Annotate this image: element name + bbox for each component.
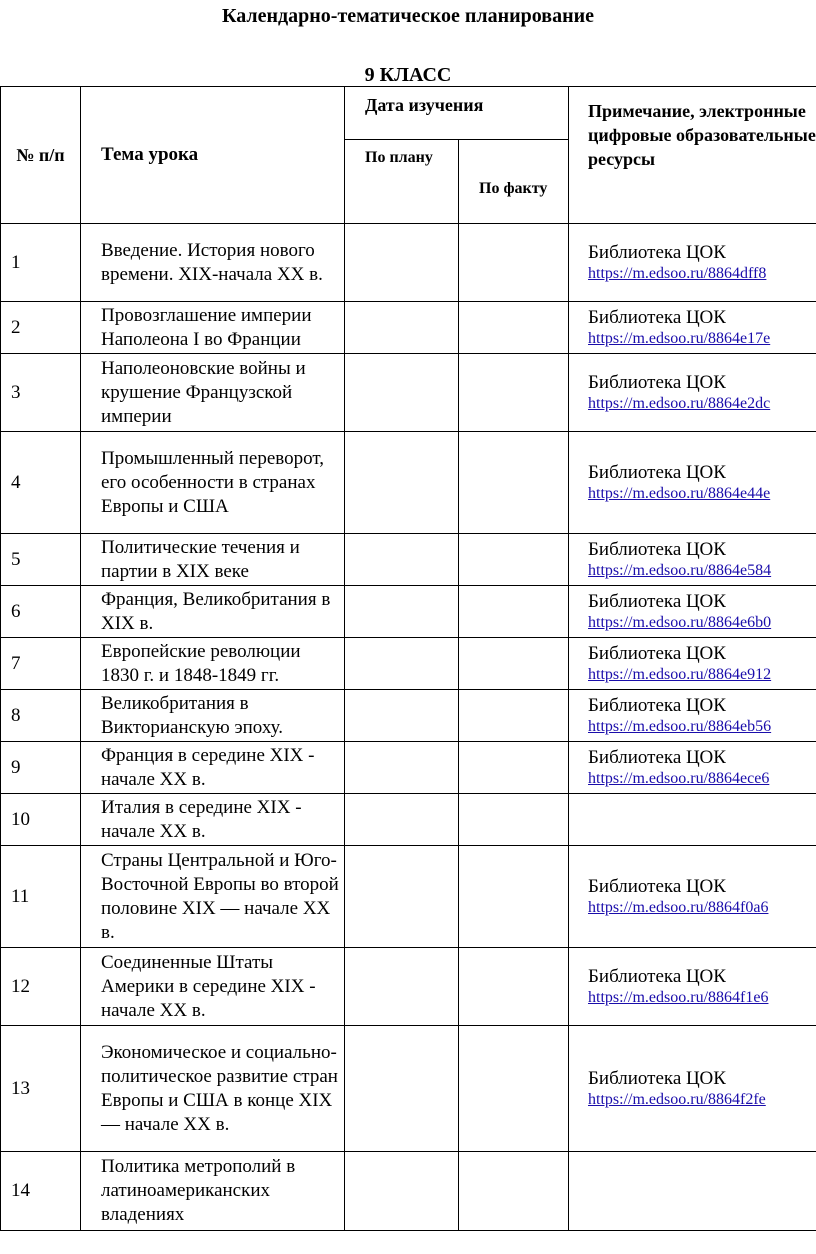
row-number: 14 [1,1152,81,1231]
table-row [1,354,816,432]
lesson-topic: Италия в середине XIX - начале XX в. [81,794,345,846]
resource-cell [569,846,816,948]
table-row [1,586,816,638]
library-label: Библиотека ЦОК [588,876,726,897]
header-date: Дата изучения [345,87,569,140]
fact-date-cell[interactable] [459,794,569,846]
resource-link[interactable]: https://m.edsoo.ru/8864e6b0 [588,614,772,631]
row-number: 4 [1,432,81,534]
resource-link[interactable]: https://m.edsoo.ru/8864dff8 [588,265,767,282]
row-number: 3 [1,354,81,432]
fact-date-cell[interactable] [459,432,569,534]
plan-date-cell[interactable] [345,354,459,432]
lesson-topic: Политические течения и партии в XIX веке [81,534,345,586]
header-fact: По факту [459,140,569,224]
resource-link[interactable]: https://m.edsoo.ru/8864f1e6 [588,989,769,1006]
fact-date-cell[interactable] [459,846,569,948]
library-label: Библиотека ЦОК [588,591,726,612]
resource-cell [569,224,816,302]
library-label: Библиотека ЦОК [588,643,726,664]
table-row [1,432,816,534]
library-label: Библиотека ЦОК [588,1068,726,1089]
resource-cell [569,794,816,846]
plan-date-cell[interactable] [345,690,459,742]
table-row [1,534,816,586]
lesson-topic: Великобритания в Викторианскую эпоху. [81,690,345,742]
lesson-plan-table [0,86,816,1231]
row-number: 8 [1,690,81,742]
lesson-topic: Европейские революции 1830 г. и 1848-1849 гг. [81,638,345,690]
lesson-topic: Соединенные Штаты Америки в середине XIX - начале XX в. [81,948,345,1026]
row-number: 7 [1,638,81,690]
library-label: Библиотека ЦОК [588,966,726,987]
plan-date-cell[interactable] [345,948,459,1026]
library-label: Библиотека ЦОК [588,695,726,716]
plan-date-cell[interactable] [345,638,459,690]
lesson-topic: Франция в середине XIX - начале XX в. [81,742,345,794]
lesson-topic: Наполеоновские войны и крушение Французской империи [81,354,345,432]
plan-date-cell[interactable] [345,1152,459,1231]
table-row [1,1152,816,1231]
plan-date-cell[interactable] [345,534,459,586]
table-row [1,794,816,846]
header-topic: Тема урока [81,87,345,224]
table-row [1,638,816,690]
resource-cell [569,432,816,534]
plan-date-cell[interactable] [345,742,459,794]
fact-date-cell[interactable] [459,224,569,302]
resource-link[interactable]: https://m.edsoo.ru/8864f2fe [588,1091,766,1108]
resource-cell [569,638,816,690]
plan-date-cell[interactable] [345,794,459,846]
row-number: 2 [1,302,81,354]
table-row [1,1026,816,1152]
library-label: Библиотека ЦОК [588,242,726,263]
header-note: Примечание, электронные цифровые образовательные ресурсы [569,87,816,224]
resource-cell [569,742,816,794]
plan-date-cell[interactable] [345,1026,459,1152]
library-label: Библиотека ЦОК [588,539,726,560]
plan-date-cell[interactable] [345,432,459,534]
fact-date-cell[interactable] [459,354,569,432]
table-row [1,302,816,354]
resource-link[interactable]: https://m.edsoo.ru/8864e44e [588,485,771,502]
resource-link[interactable]: https://m.edsoo.ru/8864e912 [588,666,772,683]
fact-date-cell[interactable] [459,302,569,354]
row-number: 5 [1,534,81,586]
table-row [1,846,816,948]
row-number: 12 [1,948,81,1026]
library-label: Библиотека ЦОК [588,372,726,393]
row-number: 11 [1,846,81,948]
grade-heading: 9 КЛАСС [364,64,452,86]
resource-link[interactable]: https://m.edsoo.ru/8864f0a6 [588,899,769,916]
resource-cell [569,354,816,432]
fact-date-cell[interactable] [459,586,569,638]
header-num: № п/п [1,87,81,224]
library-label: Библиотека ЦОК [588,462,726,483]
resource-link[interactable]: https://m.edsoo.ru/8864ece6 [588,770,770,787]
row-number: 6 [1,586,81,638]
lesson-topic: Страны Центральной и Юго-Восточной Европы во второй половине XIX — начале XX в. [81,846,345,948]
plan-date-cell[interactable] [345,846,459,948]
table-row [1,224,816,302]
page-title: Календарно-тематическое планирование [221,5,595,27]
resource-cell [569,1026,816,1152]
table-row [1,948,816,1026]
library-label: Библиотека ЦОК [588,747,726,768]
row-number: 1 [1,224,81,302]
resource-link[interactable]: https://m.edsoo.ru/8864e584 [588,562,772,579]
resource-cell [569,302,816,354]
lesson-topic: Политика метрополий в латиноамериканских владениях [81,1152,345,1231]
fact-date-cell[interactable] [459,1026,569,1152]
row-number: 13 [1,1026,81,1152]
plan-date-cell[interactable] [345,224,459,302]
row-number: 10 [1,794,81,846]
table-row [1,690,816,742]
fact-date-cell[interactable] [459,948,569,1026]
header-plan: По плану [345,140,459,224]
fact-date-cell[interactable] [459,534,569,586]
lesson-topic: Экономическое и социально-политическое развитие стран Европы и США в конце XIX — начале XX в. [81,1026,345,1152]
fact-date-cell[interactable] [459,1152,569,1231]
resource-cell [569,586,816,638]
fact-date-cell[interactable] [459,638,569,690]
plan-date-cell[interactable] [345,302,459,354]
library-label: Библиотека ЦОК [588,307,726,328]
lesson-topic: Франция, Великобритания в XIX в. [81,586,345,638]
fact-date-cell[interactable] [459,690,569,742]
plan-date-cell[interactable] [345,586,459,638]
row-number: 9 [1,742,81,794]
resource-cell [569,534,816,586]
lesson-topic: Промышленный переворот, его особенности в странах Европы и США [81,432,345,534]
table-row [1,742,816,794]
resource-link[interactable]: https://m.edsoo.ru/8864eb56 [588,718,772,735]
resource-cell [569,1152,816,1231]
resource-link[interactable]: https://m.edsoo.ru/8864e2dc [588,395,771,412]
resource-cell [569,948,816,1026]
resource-cell [569,690,816,742]
lesson-topic: Введение. История нового времени. XIX-начала XX в. [81,224,345,302]
lesson-topic: Провозглашение империи Наполеона I во Франции [81,302,345,354]
resource-link[interactable]: https://m.edsoo.ru/8864e17e [588,330,771,347]
fact-date-cell[interactable] [459,742,569,794]
